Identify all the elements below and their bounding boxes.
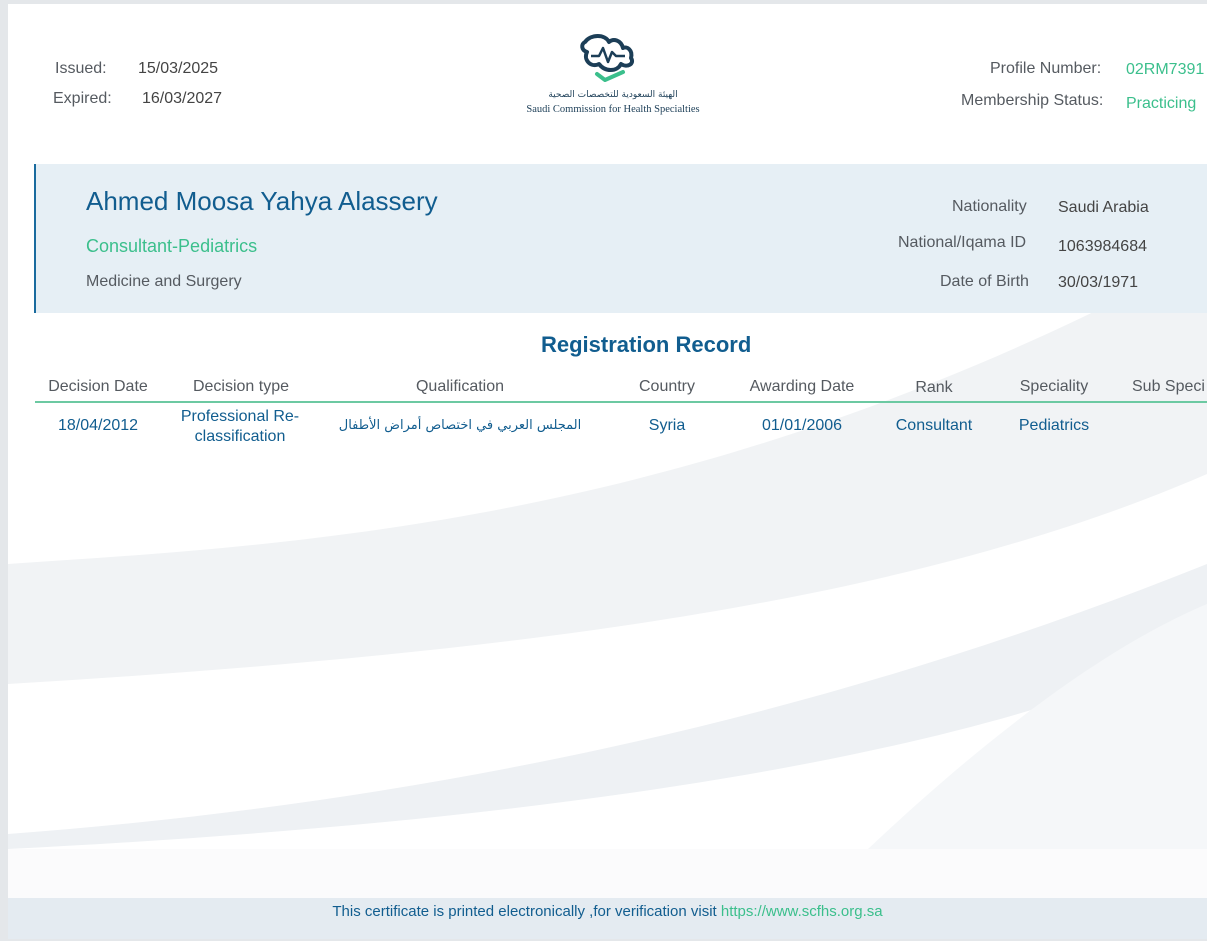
row-decision-type-line1: Professional Re-: [180, 408, 300, 425]
scfhs-logo: [513, 32, 713, 122]
column-header-qualification: Qualification: [415, 378, 505, 395]
column-header-rank: Rank: [915, 379, 953, 396]
column-header-speciality: Speciality: [1019, 378, 1089, 395]
profile-number-value: 02RM7391: [1126, 61, 1205, 78]
registration-record-title: Registration Record: [541, 332, 752, 357]
certificate-footer: [8, 898, 1207, 939]
row-decision-type-line2: classification: [194, 428, 286, 445]
profile-number-label: Profile Number:: [990, 60, 1102, 77]
row-awarding-date: 01/01/2006: [761, 417, 843, 434]
scfhs-emblem-icon: [575, 32, 645, 88]
issued-label: Issued:: [55, 60, 107, 77]
issued-date: 15/03/2025: [138, 60, 219, 77]
membership-status-value: Practicing: [1126, 95, 1197, 112]
verification-link[interactable]: https://www.scfhs.org.sa: [720, 903, 883, 920]
practitioner-info-panel: [34, 164, 1207, 313]
expired-label: Expired:: [53, 90, 112, 107]
logo-arabic-name: الهيئة السعودية للتخصصات الصحية: [548, 90, 678, 100]
membership-status-label: Membership Status:: [961, 92, 1104, 109]
row-rank: Consultant: [895, 417, 973, 434]
row-country: Syria: [648, 417, 686, 434]
column-header-awarding-date: Awarding Date: [749, 378, 855, 395]
expired-date: 16/03/2027: [142, 90, 223, 107]
logo-english-name: Saudi Commission for Health Specialties: [526, 104, 700, 115]
nationality-value: Saudi Arabia: [1058, 199, 1149, 216]
table-header-divider: [35, 401, 1207, 403]
dob-label: Date of Birth: [940, 273, 1029, 290]
column-header-sub-speciality: Sub Speci: [1132, 378, 1205, 395]
nationality-label: Nationality: [952, 198, 1027, 215]
practitioner-name: Ahmed Moosa Yahya Alassery: [86, 186, 438, 216]
practitioner-field: Medicine and Surgery: [86, 273, 242, 290]
practitioner-title: Consultant-Pediatrics: [86, 236, 258, 256]
row-decision-type: [168, 407, 312, 447]
row-qualification: المجلس العربي في اختصاص أمراض الأطفال: [338, 418, 582, 433]
row-speciality: Pediatrics: [1018, 417, 1090, 434]
column-header-decision-type: Decision type: [192, 378, 290, 395]
national-id-value: 1063984684: [1058, 238, 1147, 255]
certificate-sheet: [8, 4, 1207, 939]
footer-text: This certificate is printed electronically ,for verification visit: [332, 903, 717, 920]
national-id-label: National/Iqama ID: [898, 234, 1027, 251]
column-header-decision-date: Decision Date: [48, 378, 148, 395]
column-header-country: Country: [638, 378, 696, 395]
row-decision-date: 18/04/2012: [57, 417, 139, 434]
dob-value: 30/03/1971: [1058, 274, 1139, 291]
background-watermark-waves: [8, 4, 1207, 939]
